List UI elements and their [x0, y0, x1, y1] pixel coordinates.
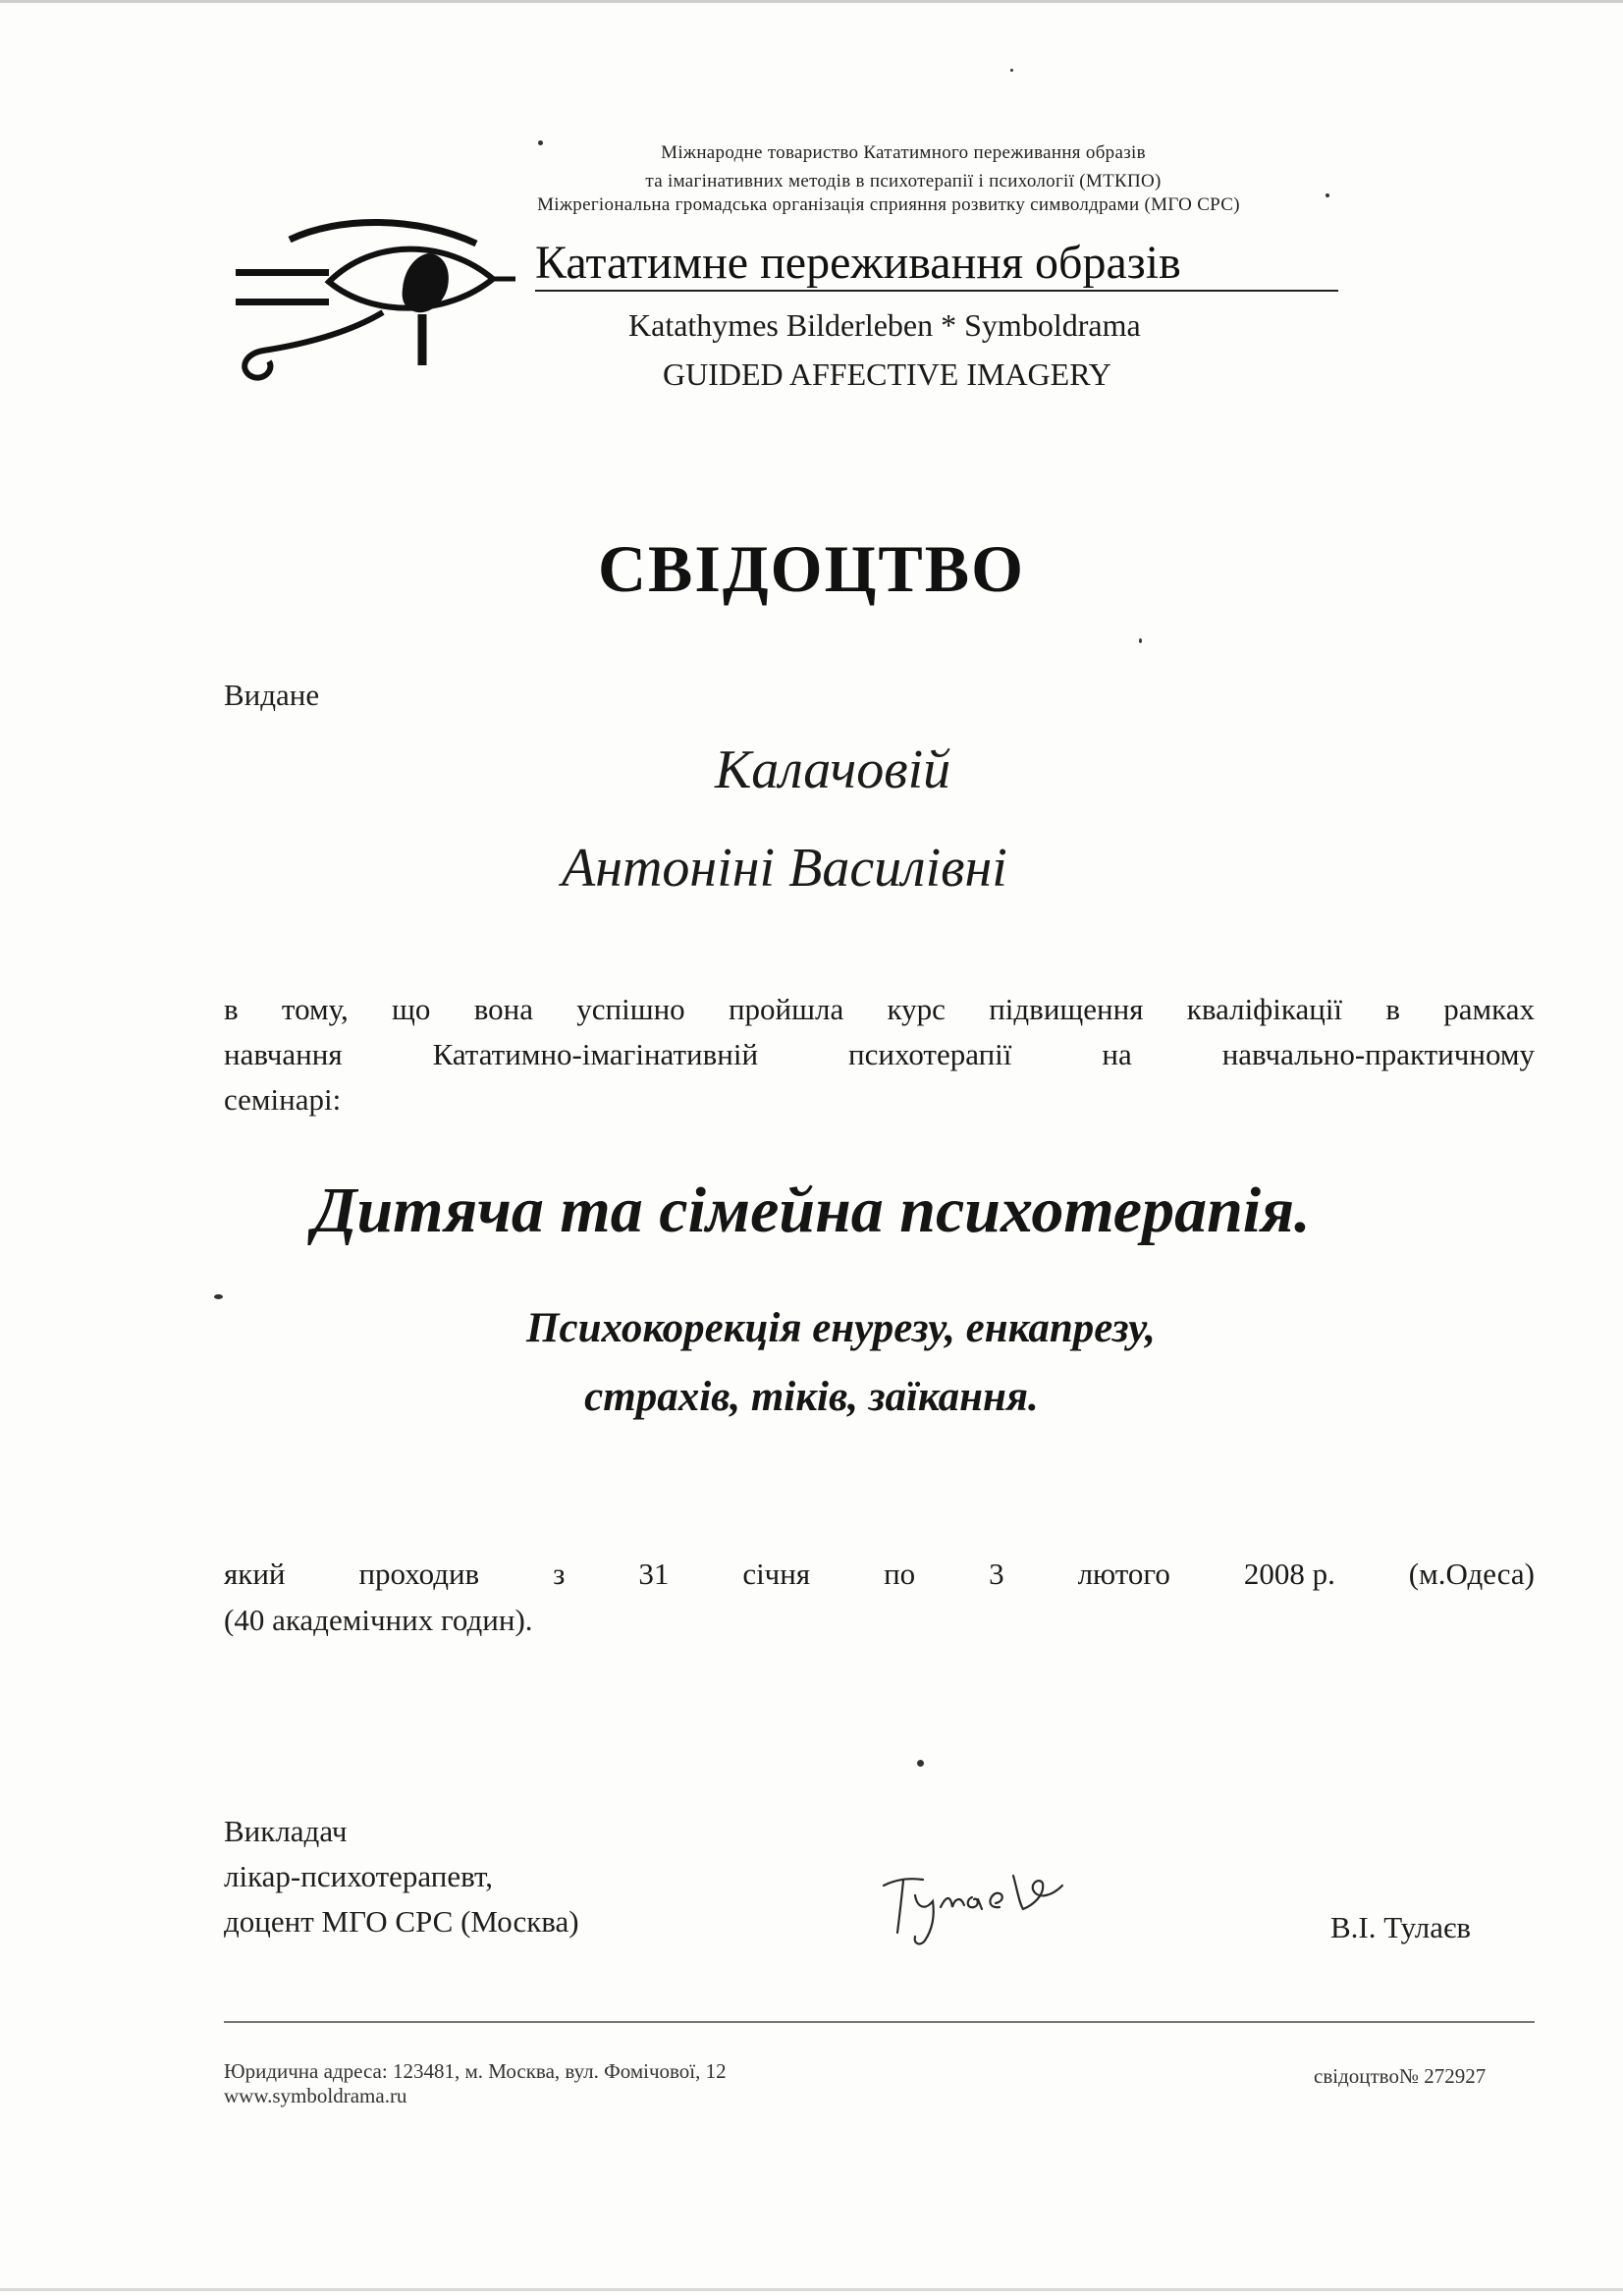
teacher-label: Викладач — [224, 1814, 348, 1848]
dates-word: лютого — [1077, 1557, 1170, 1591]
dates-word: 2008 р. — [1243, 1557, 1335, 1591]
recipient-given-names: Антоніні Василівні — [562, 838, 1007, 899]
dates-word: з — [553, 1557, 566, 1591]
org-line-1: Міжнародне товариство Кататимного переживання образів — [661, 142, 1146, 163]
body-paragraph-line: в тому, що вона успішно пройшла курс підвищення кваліфікації в рамках — [224, 992, 1535, 1026]
scan-speck — [917, 1760, 924, 1767]
dates-word: по — [884, 1557, 916, 1591]
dates-word: 31 — [638, 1557, 670, 1591]
course-subtitle-line: Психокорекція енурезу, енкапрезу, — [526, 1305, 1156, 1351]
scan-speck — [1139, 638, 1142, 643]
certificate-number: свідоцтво№ 272927 — [1314, 2064, 1487, 2088]
course-title: Дитяча та сімейна психотерапія. — [312, 1175, 1311, 1246]
handwritten-signature — [876, 1856, 1082, 1949]
legal-address: Юридична адреса: 123481, м. Москва, вул. Фомічової, 12 — [224, 2059, 727, 2083]
brand-subtitle-german: Katathymes Bilderleben * Symboldrama — [628, 307, 1141, 343]
teacher-role: лікар-психотерапевт, — [224, 1859, 493, 1893]
scan-speck — [214, 1294, 223, 1299]
recipient-surname: Калачовій — [715, 739, 951, 800]
dates-word: (м.Одеса) — [1408, 1557, 1535, 1591]
eye-of-horus-icon — [236, 218, 520, 383]
scan-edge-top — [0, 0, 1623, 3]
seminar-dates-line — [224, 1557, 1535, 1592]
dates-word: проходив — [358, 1557, 480, 1591]
body-paragraph-line: навчання Кататимно-імагінативній психотерапії на навчально-практичному — [224, 1037, 1535, 1071]
teacher-name: В.І. Тулаєв — [1330, 1910, 1471, 1944]
brand-title: Кататимне переживання образів — [535, 237, 1181, 289]
dates-word: січня — [742, 1557, 811, 1591]
website-link[interactable]: www.symboldrama.ru — [224, 2084, 407, 2107]
dates-word: який — [224, 1557, 286, 1591]
document-title: СВІДОЦТВО — [597, 531, 1026, 606]
course-subtitle-line: страхів, тіків, заїкання. — [584, 1374, 1039, 1420]
academic-hours: (40 академічних годин). — [224, 1603, 533, 1637]
body-paragraph-line: семінарі: — [224, 1082, 342, 1117]
scan-speck — [1325, 193, 1329, 197]
teacher-affiliation: доцент МГО СРС (Москва) — [224, 1904, 579, 1939]
scan-speck — [538, 140, 543, 145]
org-line-3: Міжрегіональна громадська організація сприяння розвитку символдрами (МГО СРС) — [537, 194, 1240, 215]
org-line-2: та імагінативних методів в психотерапії і психології (МТКПО) — [645, 171, 1162, 191]
scan-edge-bottom — [0, 2288, 1623, 2291]
scan-speck — [1010, 69, 1013, 72]
footer-divider — [224, 2021, 1535, 2023]
dates-word: 3 — [989, 1557, 1004, 1591]
issued-label: Видане — [224, 678, 320, 712]
brand-subtitle-english: GUIDED AFFECTIVE IMAGERY — [663, 356, 1111, 392]
brand-underline — [535, 290, 1338, 292]
